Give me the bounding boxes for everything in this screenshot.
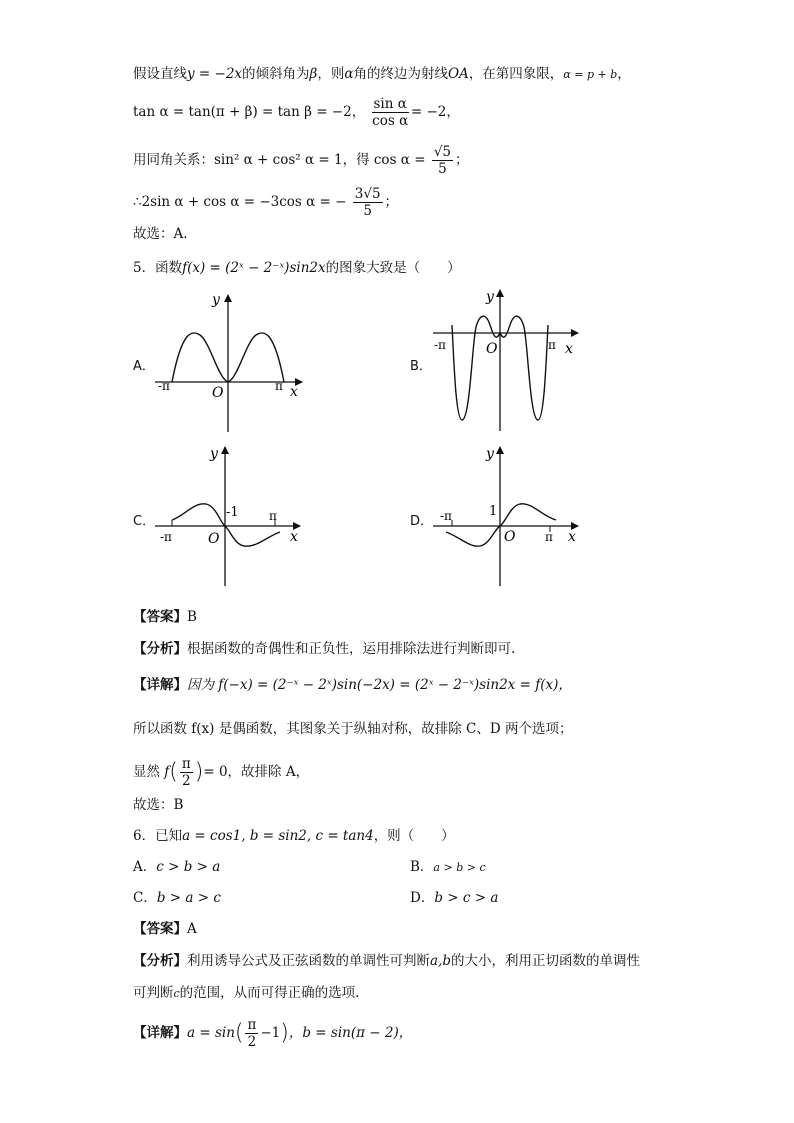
math: cos α = [373,152,426,168]
intro-line-5: 故选：A. [133,226,188,242]
option-text: b > c > a [434,890,499,906]
option-b-label: B． [410,359,432,374]
math: a = sin [187,1025,235,1041]
neg-pi-label: -π [158,379,170,393]
q5-choose: 故选：B [133,797,184,813]
detail-tag: 【详解】 [133,1025,187,1041]
intro-line-4 [133,186,398,219]
text: 角的终边为射线 [353,66,448,82]
origin-label: O [212,385,224,401]
q5-detail [133,675,572,695]
text: ，则 [317,66,345,82]
math: = −2， [410,104,460,120]
neg-one-label: -1 [226,505,239,520]
origin-label: O [504,529,516,545]
text: 5．函数 [133,260,183,276]
math: a,b [430,953,451,969]
text: 的图象大致是（ ） [325,260,461,276]
option-label: A． [133,859,157,875]
q6-option-c [133,888,221,908]
q5-obvious-line: 显然 f( $\frac{\pi}{2}$ )= 0，故排除 A， [133,756,310,789]
text: 假设直线 [133,66,187,82]
pi-label: π [275,379,283,393]
answer-tag: 【答案】 [133,609,187,625]
text: 利用诱导公式及正弦函数的单调性可判断 [187,953,430,969]
pi-label: π [545,530,553,544]
option-label: D． [410,890,435,906]
text: 显然 [133,764,160,780]
q6-analysis-2 [133,983,359,1004]
curve [446,504,556,546]
math: a = cos1, b = sin2, c = tan4 [182,828,374,844]
text: 的大小，利用正切函数的单调性 [450,953,640,969]
math: c [173,987,180,1000]
analysis-tag: 【分析】 [133,953,187,969]
graph-a [150,290,310,435]
text: 的范围，从而可得正确的选项. [179,985,360,1001]
y-label: y [486,289,494,305]
q6-analysis-1 [133,951,640,971]
text: ； [384,194,399,210]
q6-stem [133,826,455,846]
math: OA [447,66,469,82]
option-text: b > a > c [156,890,221,906]
pi-label: π [269,509,277,523]
math: −1 [260,1025,281,1041]
math: sin² α + cos² α = 1，得 [214,152,370,168]
neg-pi-label: -π [434,338,446,352]
math: ，b = sin(π − 2)， [288,1025,413,1041]
q6-option-a [133,857,220,877]
text: 可判断 [133,985,174,1001]
graph-d [428,442,588,590]
option-label: B． [410,859,434,875]
y-label: y [212,292,220,308]
pi-label: π [548,338,556,352]
q5-answer [133,607,197,627]
option-c-label: C． [133,514,156,529]
x-label: x [565,341,573,357]
math: y = −2x [187,66,243,82]
y-label: y [210,446,218,462]
q6-option-d [410,888,498,908]
text: ，在第四象限， [468,66,564,82]
text: 6．已知 [133,828,183,844]
graph-c [150,442,310,590]
origin-label: O [208,531,220,547]
answer-value: A [187,921,197,937]
q5-analysis [133,639,515,659]
math: α = p + b [563,68,618,81]
analysis-tag: 【分析】 [133,641,187,657]
q6-answer [133,919,197,939]
x-label: x [290,384,298,400]
text: 的倾斜角为 [242,66,310,82]
math: α [344,66,354,82]
intro-line-1 [133,64,631,85]
answer-tag: 【答案】 [133,921,187,937]
option-text: c > b > a [156,859,221,875]
option-label: C． [133,890,157,906]
option-text: a > b > c [433,861,486,874]
text: ， [617,66,631,82]
fraction: $\frac{√5}{5}$ [433,144,452,177]
math: f(x) = (2ˣ − 2⁻ˣ)sin2x [182,260,326,276]
analysis-text: 根据函数的奇偶性和正负性，运用排除法进行判断即可. [187,641,516,657]
q6-option-b [410,857,486,878]
math: tan α = tan(π + β) = tan β = −2， [133,104,366,120]
intro-line-2 [133,96,460,129]
neg-pi-label: -π [160,530,172,544]
fraction: $\frac{3√5}{5}$ [354,186,381,219]
answer-value: B [187,609,197,625]
intro-line-3 [133,144,469,177]
origin-label: O [486,341,498,357]
text: ； [455,152,469,168]
text: ，则（ ） [373,828,455,844]
neg-pi-label: -π [440,509,452,523]
fraction: $\frac{\pi}{2}$ [181,756,191,789]
one-label: 1 [489,504,498,519]
option-a-label: A． [133,359,155,374]
math: f [164,764,170,780]
math: β [309,66,318,82]
text: = 0，故排除 A， [203,764,310,780]
y-label: y [486,446,494,462]
x-label: x [290,529,298,545]
fraction: $\frac{\pi}{2}$ [247,1017,257,1050]
x-label: x [568,529,576,545]
option-d-label: D． [410,514,434,529]
detail-text: 因为 f(−x) = (2⁻ˣ − 2ˣ)sin(−2x) = (2ˣ − 2⁻ˣ)sin2x = f(x)， [187,677,572,693]
fraction: $\frac{\text{sin α}}{\text{cos α}}$ [372,96,409,129]
text: 用同角关系： [133,152,214,168]
q6-detail: 【详解】a = sin( $\frac{\pi}{2}$ −1)，b = sin(π − 2)， [133,1017,413,1050]
detail-tag: 【详解】 [133,677,187,693]
q5-even-line: 所以函数 f(x) 是偶函数，其图象关于纵轴对称，故排除 C、D 两个选项； [133,721,573,737]
math: ∴2sin α + cos α = −3cos α = − [133,194,347,210]
q5-stem [133,258,461,278]
graph-b [428,285,588,435]
